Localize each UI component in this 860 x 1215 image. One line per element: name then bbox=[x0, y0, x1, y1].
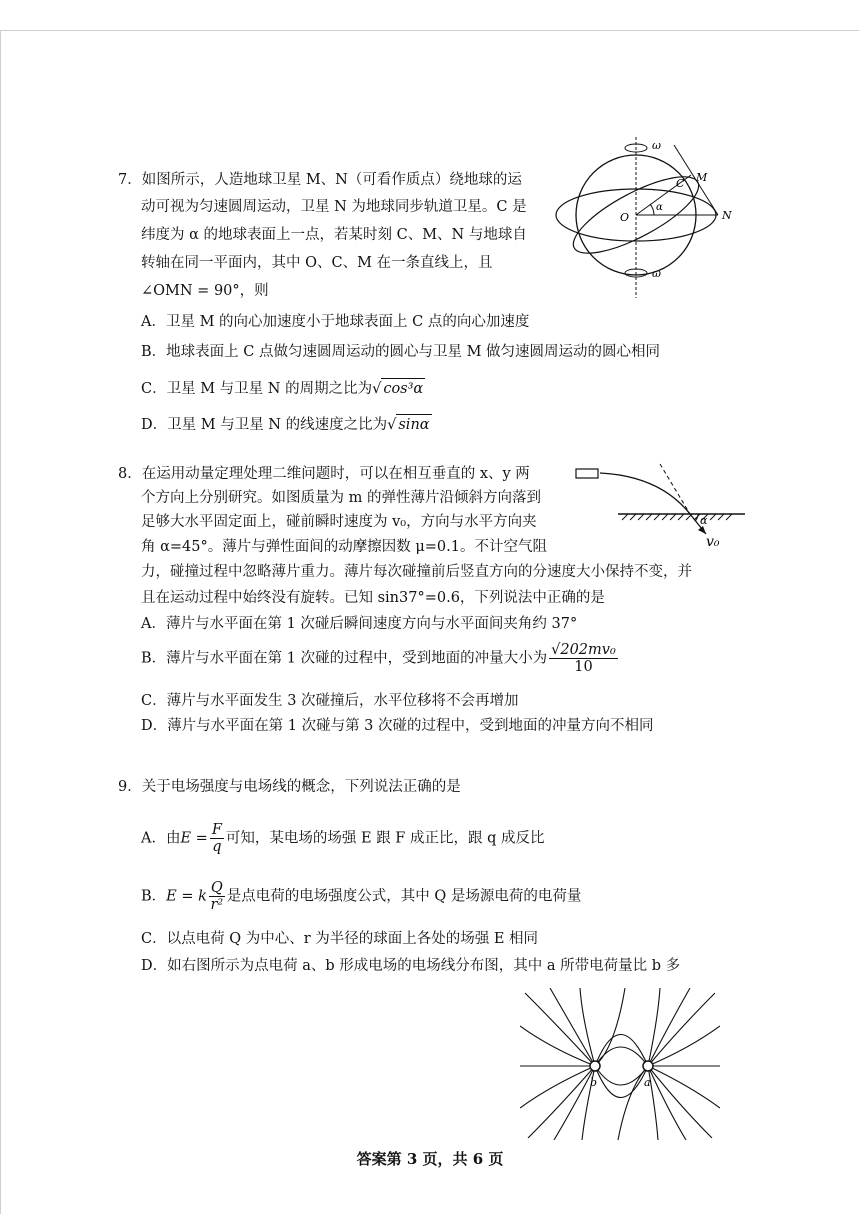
q9-option-a bbox=[141, 822, 544, 855]
q8-option-b-numerator: √202mv₀ bbox=[551, 642, 616, 658]
q9-label-a: a bbox=[644, 1076, 651, 1089]
q9-option-a-suffix: 可知，某电场的场强 E 跟 F 成正比，跟 q 成反比 bbox=[225, 830, 545, 847]
q9-option-b-denominator: r² bbox=[210, 897, 224, 913]
q7-line: 转轴在同一平面内，其中 O、C、M 在一条直线上，且 bbox=[141, 255, 493, 271]
q9-option-c: C．以点电荷 Q 为中心、r 为半径的球面上各处的场强 E 相同 bbox=[141, 931, 539, 947]
q7-option-d-text: D．卫星 M 与卫星 N 的线速度之比为 bbox=[141, 417, 388, 433]
q7-label-n: N bbox=[722, 209, 732, 222]
q9-option-a-numerator: F bbox=[211, 822, 222, 838]
q8-label-v0: v₀ bbox=[706, 534, 720, 550]
q8-option-b-text: B．薄片与水平面在第 1 次碰的过程中，受到地面的冲量大小为 bbox=[141, 650, 548, 667]
q7-option-d-expr: sinα bbox=[396, 414, 431, 435]
q7-option-a: A．卫星 M 的向心加速度小于地球表面上 C 点的向心加速度 bbox=[141, 314, 530, 330]
q7-option-b: B．地球表面上 C 点做匀速圆周运动的圆心与卫星 M 做匀速圆周运动的圆心相同 bbox=[141, 344, 661, 360]
q9-option-a-fraction bbox=[210, 822, 224, 855]
q8-option-b-fraction bbox=[549, 642, 618, 675]
q8-line: 力，碰撞过程中忽略薄片重力。薄片每次碰撞前后竖直方向的分速度大小保持不变，并 bbox=[141, 564, 692, 580]
q7-omega-top: ω bbox=[652, 139, 661, 152]
q8-line: 角 α=45°。薄片与弹性面间的动摩擦因数 μ=0.1。不计空气阻 bbox=[141, 539, 547, 555]
q7-option-c-text: C．卫星 M 与卫星 N 的周期之比为 bbox=[141, 381, 373, 397]
q8-line: 个方向上分别研究。如图质量为 m 的弹性薄片沿倾斜方向落到 bbox=[141, 490, 541, 506]
q8-line: 足够大水平固定面上，碰前瞬时速度为 v₀，方向与水平方向夹 bbox=[141, 514, 537, 530]
q7-option-c-expr: cos³α bbox=[381, 378, 425, 399]
page-footer: 答案第 3 页，共 6 页 bbox=[356, 1150, 504, 1168]
q7-label-c: C bbox=[676, 177, 685, 190]
q9-field-lines-figure bbox=[520, 988, 720, 1140]
q7-orbit-figure bbox=[550, 135, 740, 300]
q9-option-a-denominator: q bbox=[212, 839, 222, 855]
q8-option-c: C．薄片与水平面发生 3 次碰撞后，水平位移将不会再增加 bbox=[141, 693, 519, 709]
q9-option-a-e: E = bbox=[180, 830, 208, 847]
q9-option-b-suffix: 是点电荷的电场强度公式，其中 Q 是场源电荷的电荷量 bbox=[226, 888, 582, 905]
q8-collision-figure bbox=[570, 462, 760, 557]
q8-option-b bbox=[141, 642, 620, 675]
q7-line: 纬度为 α 的地球表面上一点，若某时刻 C、M、N 与地球自 bbox=[141, 227, 527, 243]
q9-option-b-numerator: Q bbox=[210, 880, 223, 896]
q8-line: 8．在运用动量定理处理二维问题时，可以在相互垂直的 x、y 两 bbox=[118, 466, 530, 482]
q8-option-a: A．薄片与水平面在第 1 次碰后瞬间速度方向与水平面间夹角约 37° bbox=[141, 616, 578, 632]
q7-label-alpha: α bbox=[656, 202, 663, 213]
q7-line: ∠OMN = 90°，则 bbox=[141, 283, 269, 299]
q9-option-b-fraction bbox=[209, 880, 225, 913]
q7-line: 7．如图所示，人造地球卫星 M、N（可看作质点）绕地球的运 bbox=[118, 172, 522, 188]
q7-label-m: M bbox=[696, 171, 708, 184]
q9-option-b-e: E = k bbox=[166, 888, 207, 905]
q9-option-b bbox=[141, 880, 581, 913]
q8-label-alpha: α bbox=[700, 514, 708, 527]
q9-stem: 9．关于电场强度与电场线的概念，下列说法正确的是 bbox=[118, 779, 461, 795]
q8-line: 且在运动过程中始终没有旋转。已知 sin37°=0.6，下列说法中正确的是 bbox=[141, 590, 605, 606]
q9-option-d: D．如右图所示为点电荷 a、b 形成电场的电场线分布图，其中 a 所带电荷量比 b 多 bbox=[141, 958, 681, 974]
q9-option-a-text: A．由 bbox=[141, 830, 181, 847]
q7-label-o: O bbox=[620, 211, 630, 224]
q7-line: 动可视为匀速圆周运动，卫星 N 为地球同步轨道卫星。C 是 bbox=[141, 199, 527, 215]
q7-omega-bottom: ω bbox=[652, 267, 661, 280]
q7-option-d: D．卫星 M 与卫星 N 的线速度之比为√ sinα bbox=[141, 414, 432, 435]
q7-option-c: C．卫星 M 与卫星 N 的周期之比为√ cos³α bbox=[141, 378, 425, 399]
q9-option-b-text: B． bbox=[141, 888, 167, 905]
q8-option-b-denominator: 10 bbox=[574, 659, 593, 675]
q9-label-b: b bbox=[590, 1076, 598, 1089]
q8-option-d: D．薄片与水平面在第 1 次碰与第 3 次碰的过程中，受到地面的冲量方向不相同 bbox=[141, 718, 654, 734]
